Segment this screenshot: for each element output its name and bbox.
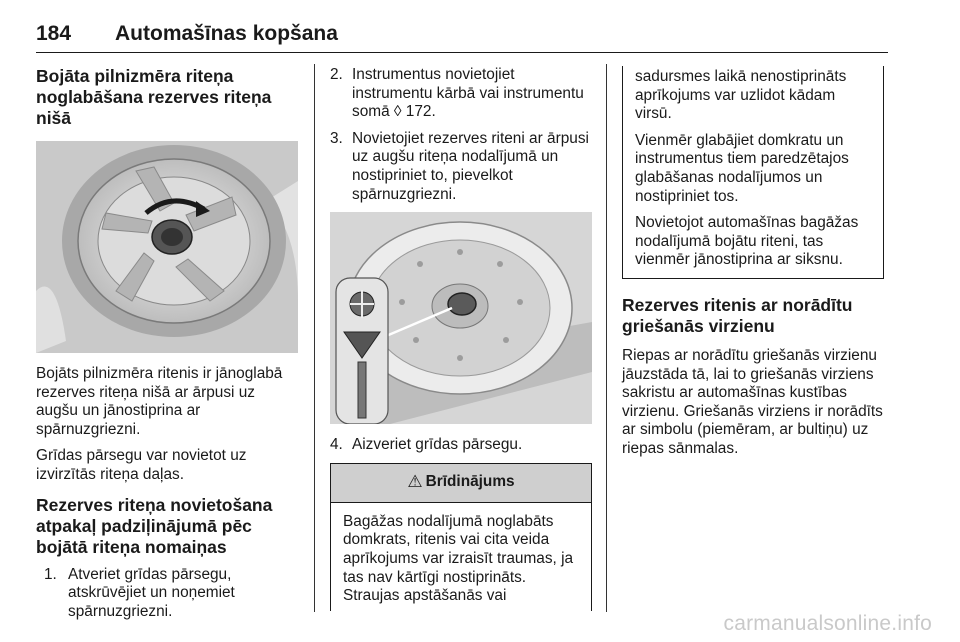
- spare-wheel-in-well-illustration: [36, 141, 298, 353]
- list-item: 2. Instrumentus novietojiet instrumentu kārbā vai instrumentu somā ◊ 172.: [330, 66, 584, 121]
- list-item: 3. Novietojiet rezerves riteni ar ārpusi uz augšu riteņa nodalījumā un nostipriniet to, pievelkot spārnuzgriezni.: [330, 129, 589, 203]
- section-heading: Rezerves ritenis ar norādītu griešanās virzienu: [622, 294, 853, 336]
- warning-triangle-icon: ⚠: [407, 472, 423, 492]
- warning-title: Brīdinājums: [425, 473, 515, 491]
- section-heading: Bojāta pilnizmēra riteņa noglabāšana rezerves riteņa nišā: [36, 66, 272, 128]
- paragraph: Grīdas pārsegu var novietot uz izvirzītās riteņa daļas.: [36, 447, 247, 483]
- column-divider: [606, 64, 607, 612]
- steps-list: [330, 66, 592, 204]
- column-divider: [314, 64, 315, 612]
- column-2: [330, 66, 592, 611]
- chapter-title: Automašīnas kopšana: [115, 22, 338, 45]
- list-item: 4. Aizveriet grīdas pārsegu.: [330, 436, 523, 454]
- list-item: 1. Atveriet grīdas pārsegu, atskrūvējiet un noņemiet spārnuzgriezni.: [44, 565, 235, 620]
- warning-box-continued: [622, 66, 884, 279]
- section-heading: Rezerves riteņa novietošana atpakaļ padziļinājumā pēc bojātā riteņa nomaiņas: [36, 494, 273, 557]
- page-header: [36, 22, 888, 53]
- paragraph: sadursmes laikā nenostiprināts aprīkojums var uzlidot kādam virsū.: [635, 68, 847, 123]
- warning-text: Bagāžas nodalījumā noglabāts domkrats, ritenis vai cita veida aprīkojums var izraisīt traumas, ja tas nav kārtīgi nostiprināts. Straujas apstāšanās vai: [343, 512, 574, 605]
- page-number: 184: [36, 22, 72, 45]
- warning-box: [330, 463, 592, 611]
- paragraph: Bojāts pilnizmēra ritenis ir jānoglabā rezerves riteņa nišā ar ārpusi uz augšu un jānostiprina ar spārnuzgriezni.: [36, 365, 283, 438]
- paragraph: Novietojot automašīnas bagāžas nodalījumā bojātu riteni, tas vienmēr jānostiprina ar siksnu.: [635, 214, 859, 269]
- paragraph: Riepas ar norādītu griešanās virzienu jāuzstāda tā, lai to griešanās virziens sakristu ar automašīnas kustības virzienu. Griešanās virziens ir norādīts ar simbolu (piemēram, ar bultiņu) uz riepas sānmalas.: [622, 346, 883, 457]
- watermark: carmanualsonline.info: [723, 612, 932, 635]
- spare-wheel-wing-nut-illustration: [330, 212, 592, 424]
- warning-header: [331, 464, 591, 503]
- steps-list: [330, 436, 592, 455]
- paragraph: Vienmēr glabājiet domkratu un instrumentus tiem paredzētajos glabāšanas nodalījumos un nostipriniet tos.: [635, 131, 849, 205]
- column-3: [622, 66, 886, 467]
- steps-list: [36, 566, 300, 622]
- column-1: [36, 66, 300, 629]
